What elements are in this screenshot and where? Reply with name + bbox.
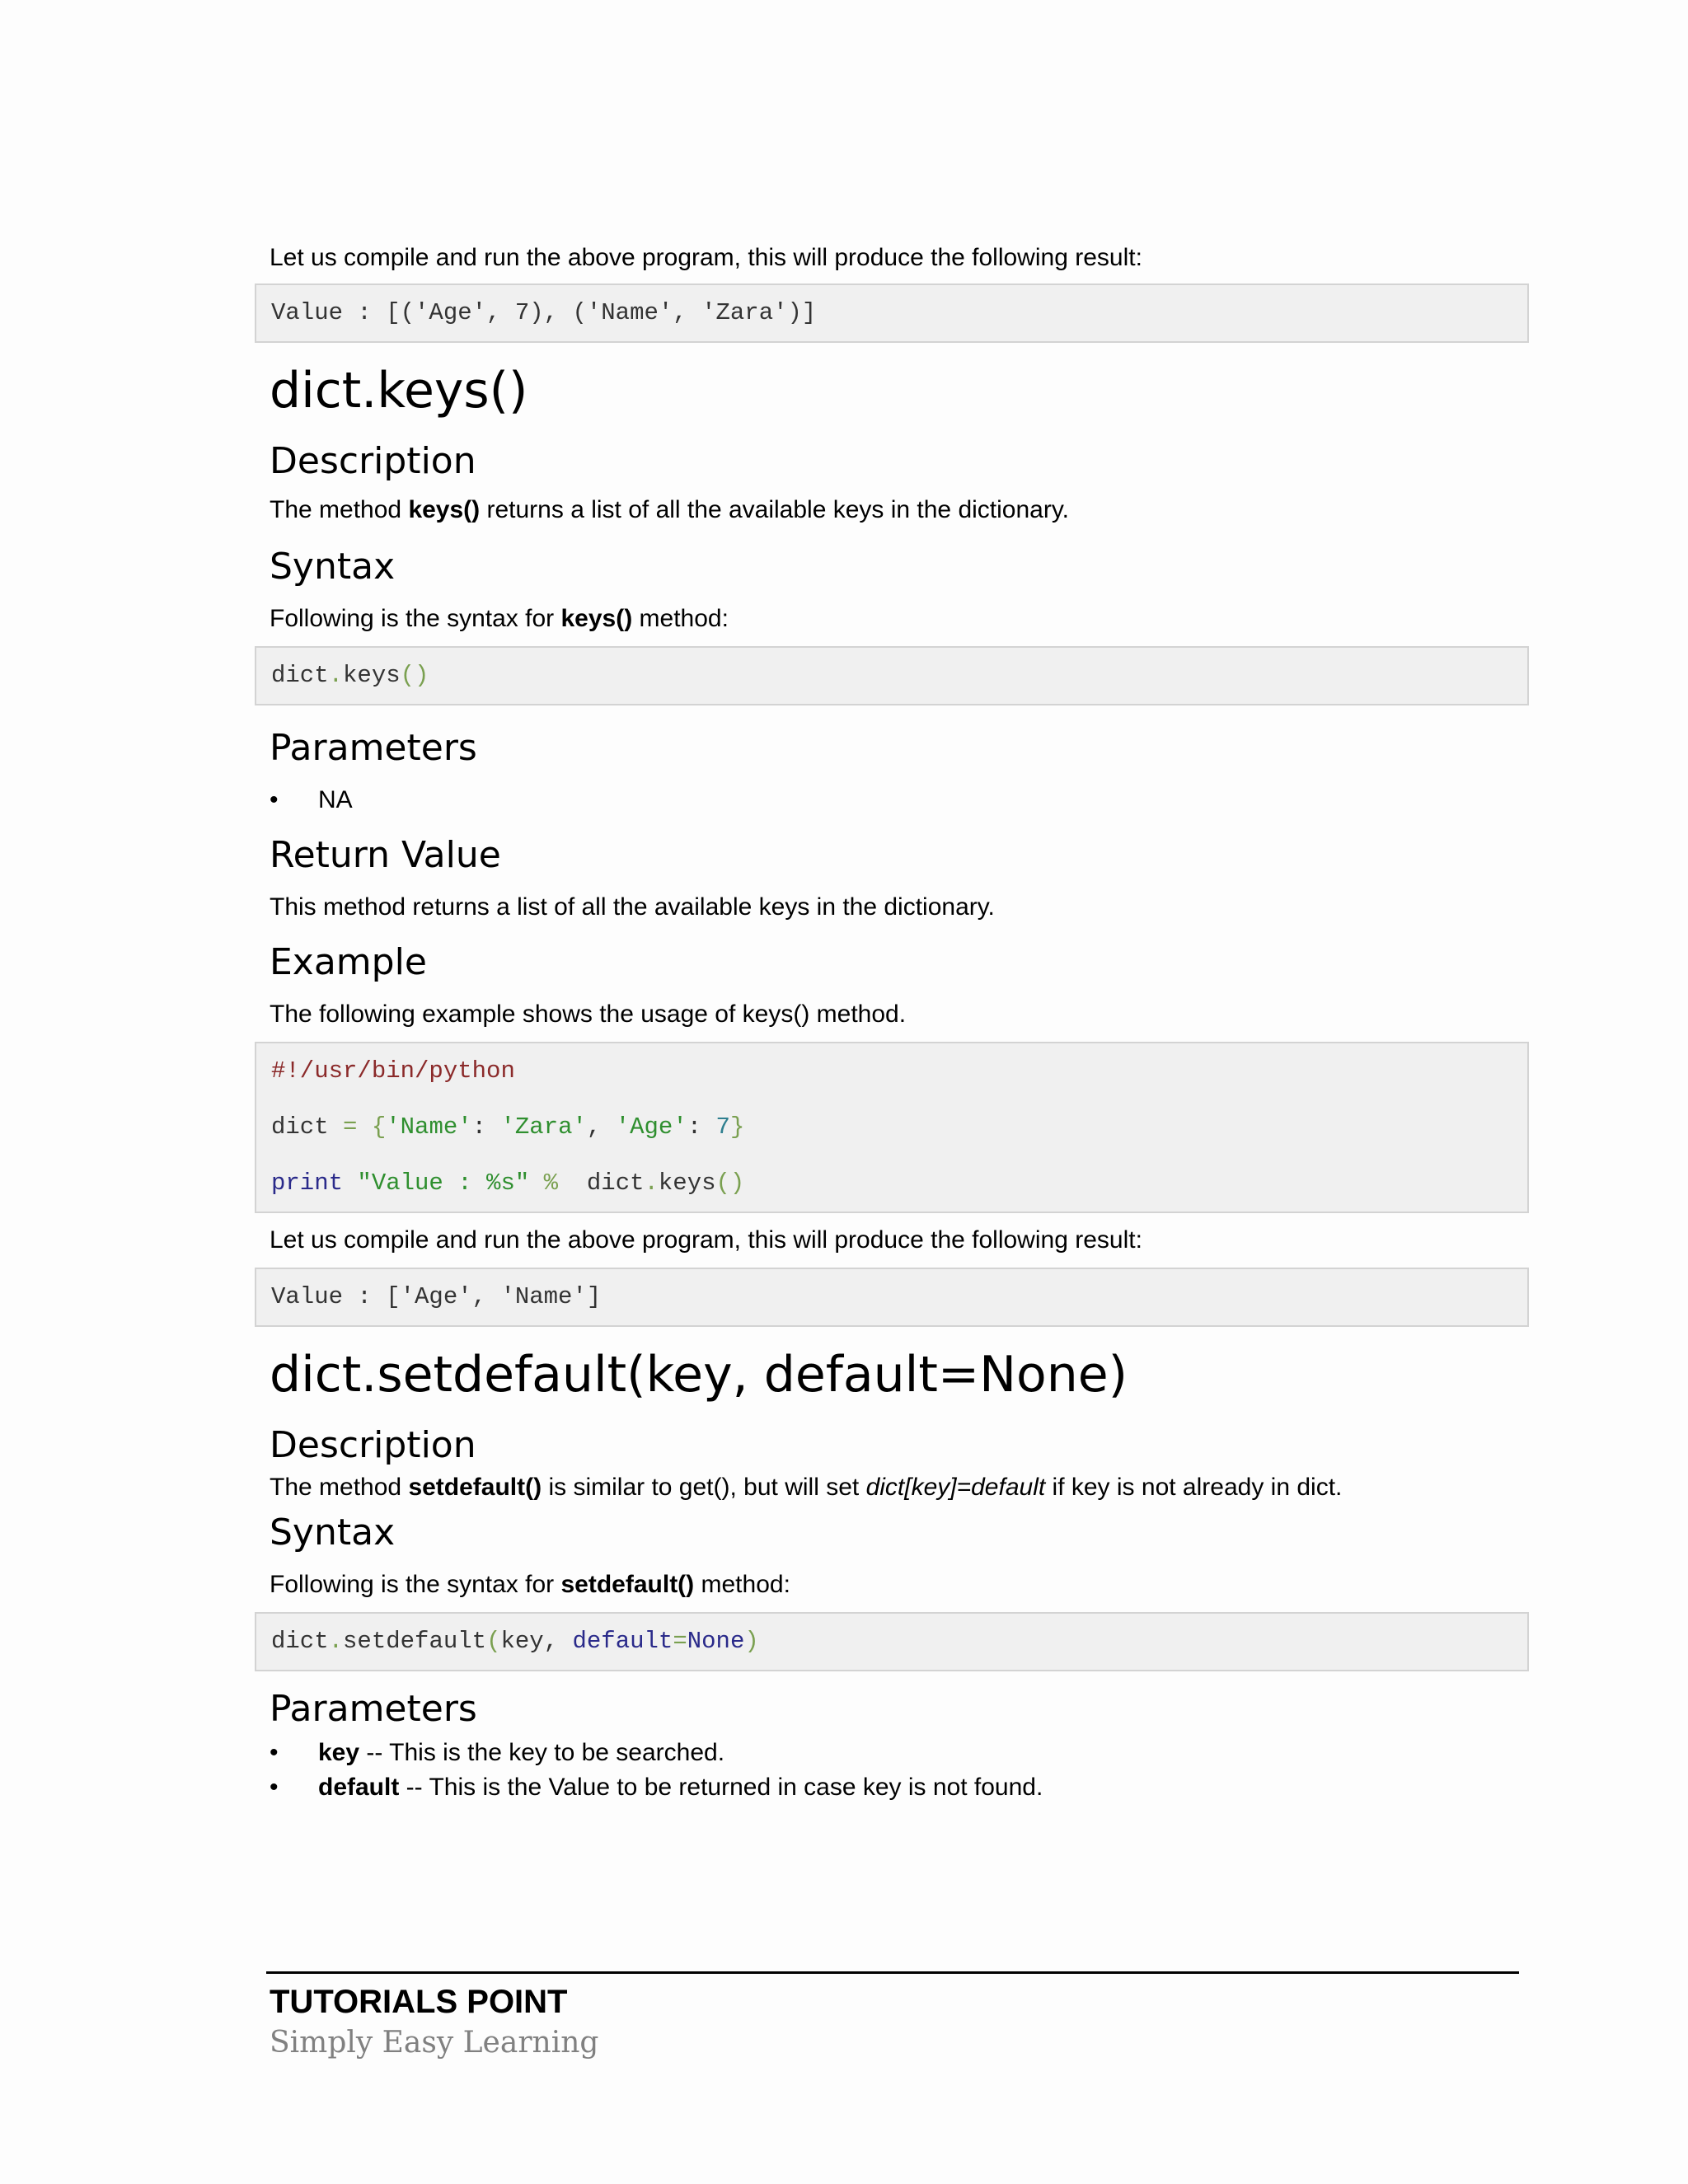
code-token: dict xyxy=(271,1113,329,1141)
items-output: Value : [('Age', 7), ('Name', 'Zara')] xyxy=(271,299,817,326)
setdefault-description-method: setdefault() xyxy=(408,1474,542,1501)
code-token: 'Zara' xyxy=(500,1113,587,1141)
keys-syntax-suffix: method: xyxy=(632,605,729,632)
code-token: dict xyxy=(271,662,329,689)
code-token: 'Age' xyxy=(615,1113,687,1141)
setdefault-description-mid: is similar to get(), but will set xyxy=(542,1474,866,1501)
code-token: #!/usr/bin/python xyxy=(271,1057,515,1085)
code-token: None xyxy=(687,1628,745,1655)
setdefault-description-heading: Description xyxy=(270,1424,476,1466)
keys-description xyxy=(270,493,1547,527)
keys-description-suffix: returns a list of all the available keys in the dictionary. xyxy=(480,496,1069,523)
keys-description-prefix: The method xyxy=(270,496,409,523)
setdefault-syntax-code xyxy=(255,1612,1529,1671)
parameter-description: -- This is the key to be searched. xyxy=(359,1739,725,1766)
keys-output-block xyxy=(255,1268,1529,1327)
code-token: keys xyxy=(343,662,401,689)
setdefault-syntax-method: setdefault() xyxy=(560,1571,695,1598)
footer-title: TUTORIALS POINT xyxy=(270,1984,568,2020)
list-item: • NA xyxy=(270,783,1547,818)
code-token: : xyxy=(471,1113,501,1141)
setdefault-description xyxy=(270,1470,1547,1505)
keys-syntax-text xyxy=(270,602,1547,636)
keys-example-text: The following example shows the usage of keys() method. xyxy=(270,1001,907,1028)
document-body xyxy=(270,241,1547,1805)
setdefault-description-prefix: The method xyxy=(270,1474,409,1501)
code-token: setdefault xyxy=(343,1628,487,1655)
intro-result-text: Let us compile and run the above program, this will produce the following result: xyxy=(270,244,1142,271)
code-token: dict xyxy=(558,1169,645,1197)
code-token: . xyxy=(328,1628,344,1655)
code-token: . xyxy=(644,1169,659,1197)
code-token: dict xyxy=(271,1628,329,1655)
code-token: , xyxy=(543,1628,573,1655)
items-output-block xyxy=(255,284,1529,343)
code-line xyxy=(271,1167,1512,1200)
code-line xyxy=(271,1055,1512,1088)
code-token: = { xyxy=(328,1113,387,1141)
keys-return-text: This method returns a list of all the available keys in the dictionary. xyxy=(270,893,995,921)
parameter-description: -- This is the Value to be returned in case key is not found. xyxy=(399,1774,1043,1801)
setdefault-syntax-text xyxy=(270,1568,1547,1602)
keys-description-heading: Description xyxy=(270,440,476,482)
setdefault-title: dict.setdefault(key, default=None) xyxy=(270,1346,1128,1404)
setdefault-syntax-prefix: Following is the syntax for xyxy=(270,1571,561,1598)
keys-output: Value : ['Age', 'Name'] xyxy=(271,1283,602,1310)
code-token: : xyxy=(687,1113,716,1141)
parameter-name: default xyxy=(318,1774,400,1801)
setdefault-parameters-list xyxy=(270,1736,1547,1805)
code-token: 'Name' xyxy=(386,1113,472,1141)
code-token: 7 xyxy=(715,1113,730,1141)
list-item xyxy=(270,1770,1547,1805)
setdefault-description-expression: dict[key]=default xyxy=(865,1474,1046,1501)
keys-syntax-prefix: Following is the syntax for xyxy=(270,605,561,632)
code-token: "Value : %s" xyxy=(343,1169,530,1197)
list-item xyxy=(270,1736,1547,1770)
keys-return-heading: Return Value xyxy=(270,834,501,876)
code-token: } xyxy=(729,1113,745,1141)
code-token: ) xyxy=(744,1628,759,1655)
keys-syntax-method: keys() xyxy=(560,605,633,632)
keys-syntax-code xyxy=(255,646,1529,705)
keys-example-code xyxy=(255,1042,1529,1213)
code-token: = xyxy=(673,1628,687,1655)
code-token: % xyxy=(529,1169,559,1197)
setdefault-description-suffix: if key is not already in dict. xyxy=(1045,1474,1343,1501)
code-token: () xyxy=(715,1169,745,1197)
code-token: print xyxy=(271,1169,344,1197)
setdefault-syntax-heading: Syntax xyxy=(270,1511,396,1554)
footer-rule xyxy=(266,1971,1519,1974)
setdefault-syntax-suffix: method: xyxy=(694,1571,790,1598)
footer-subtitle: Simply Easy Learning xyxy=(270,2026,599,2060)
setdefault-parameters-heading: Parameters xyxy=(270,1688,477,1730)
keys-example-heading: Example xyxy=(270,941,427,983)
code-token: () xyxy=(400,662,429,689)
code-token: . xyxy=(328,662,344,689)
code-token: keys xyxy=(658,1169,716,1197)
keys-parameters-heading: Parameters xyxy=(270,727,477,769)
code-token: , xyxy=(586,1113,616,1141)
keys-parameters-list xyxy=(270,783,1547,818)
parameter-name: key xyxy=(318,1739,360,1766)
code-token: key xyxy=(500,1628,544,1655)
keys-description-method: keys() xyxy=(408,496,481,523)
keys-syntax-heading: Syntax xyxy=(270,546,396,588)
keys-result-text: Let us compile and run the above program, this will produce the following result: xyxy=(270,1226,1142,1254)
code-token: ( xyxy=(486,1628,501,1655)
keys-title: dict.keys() xyxy=(270,362,528,419)
code-line xyxy=(271,1111,1512,1144)
code-token: default xyxy=(572,1628,673,1655)
